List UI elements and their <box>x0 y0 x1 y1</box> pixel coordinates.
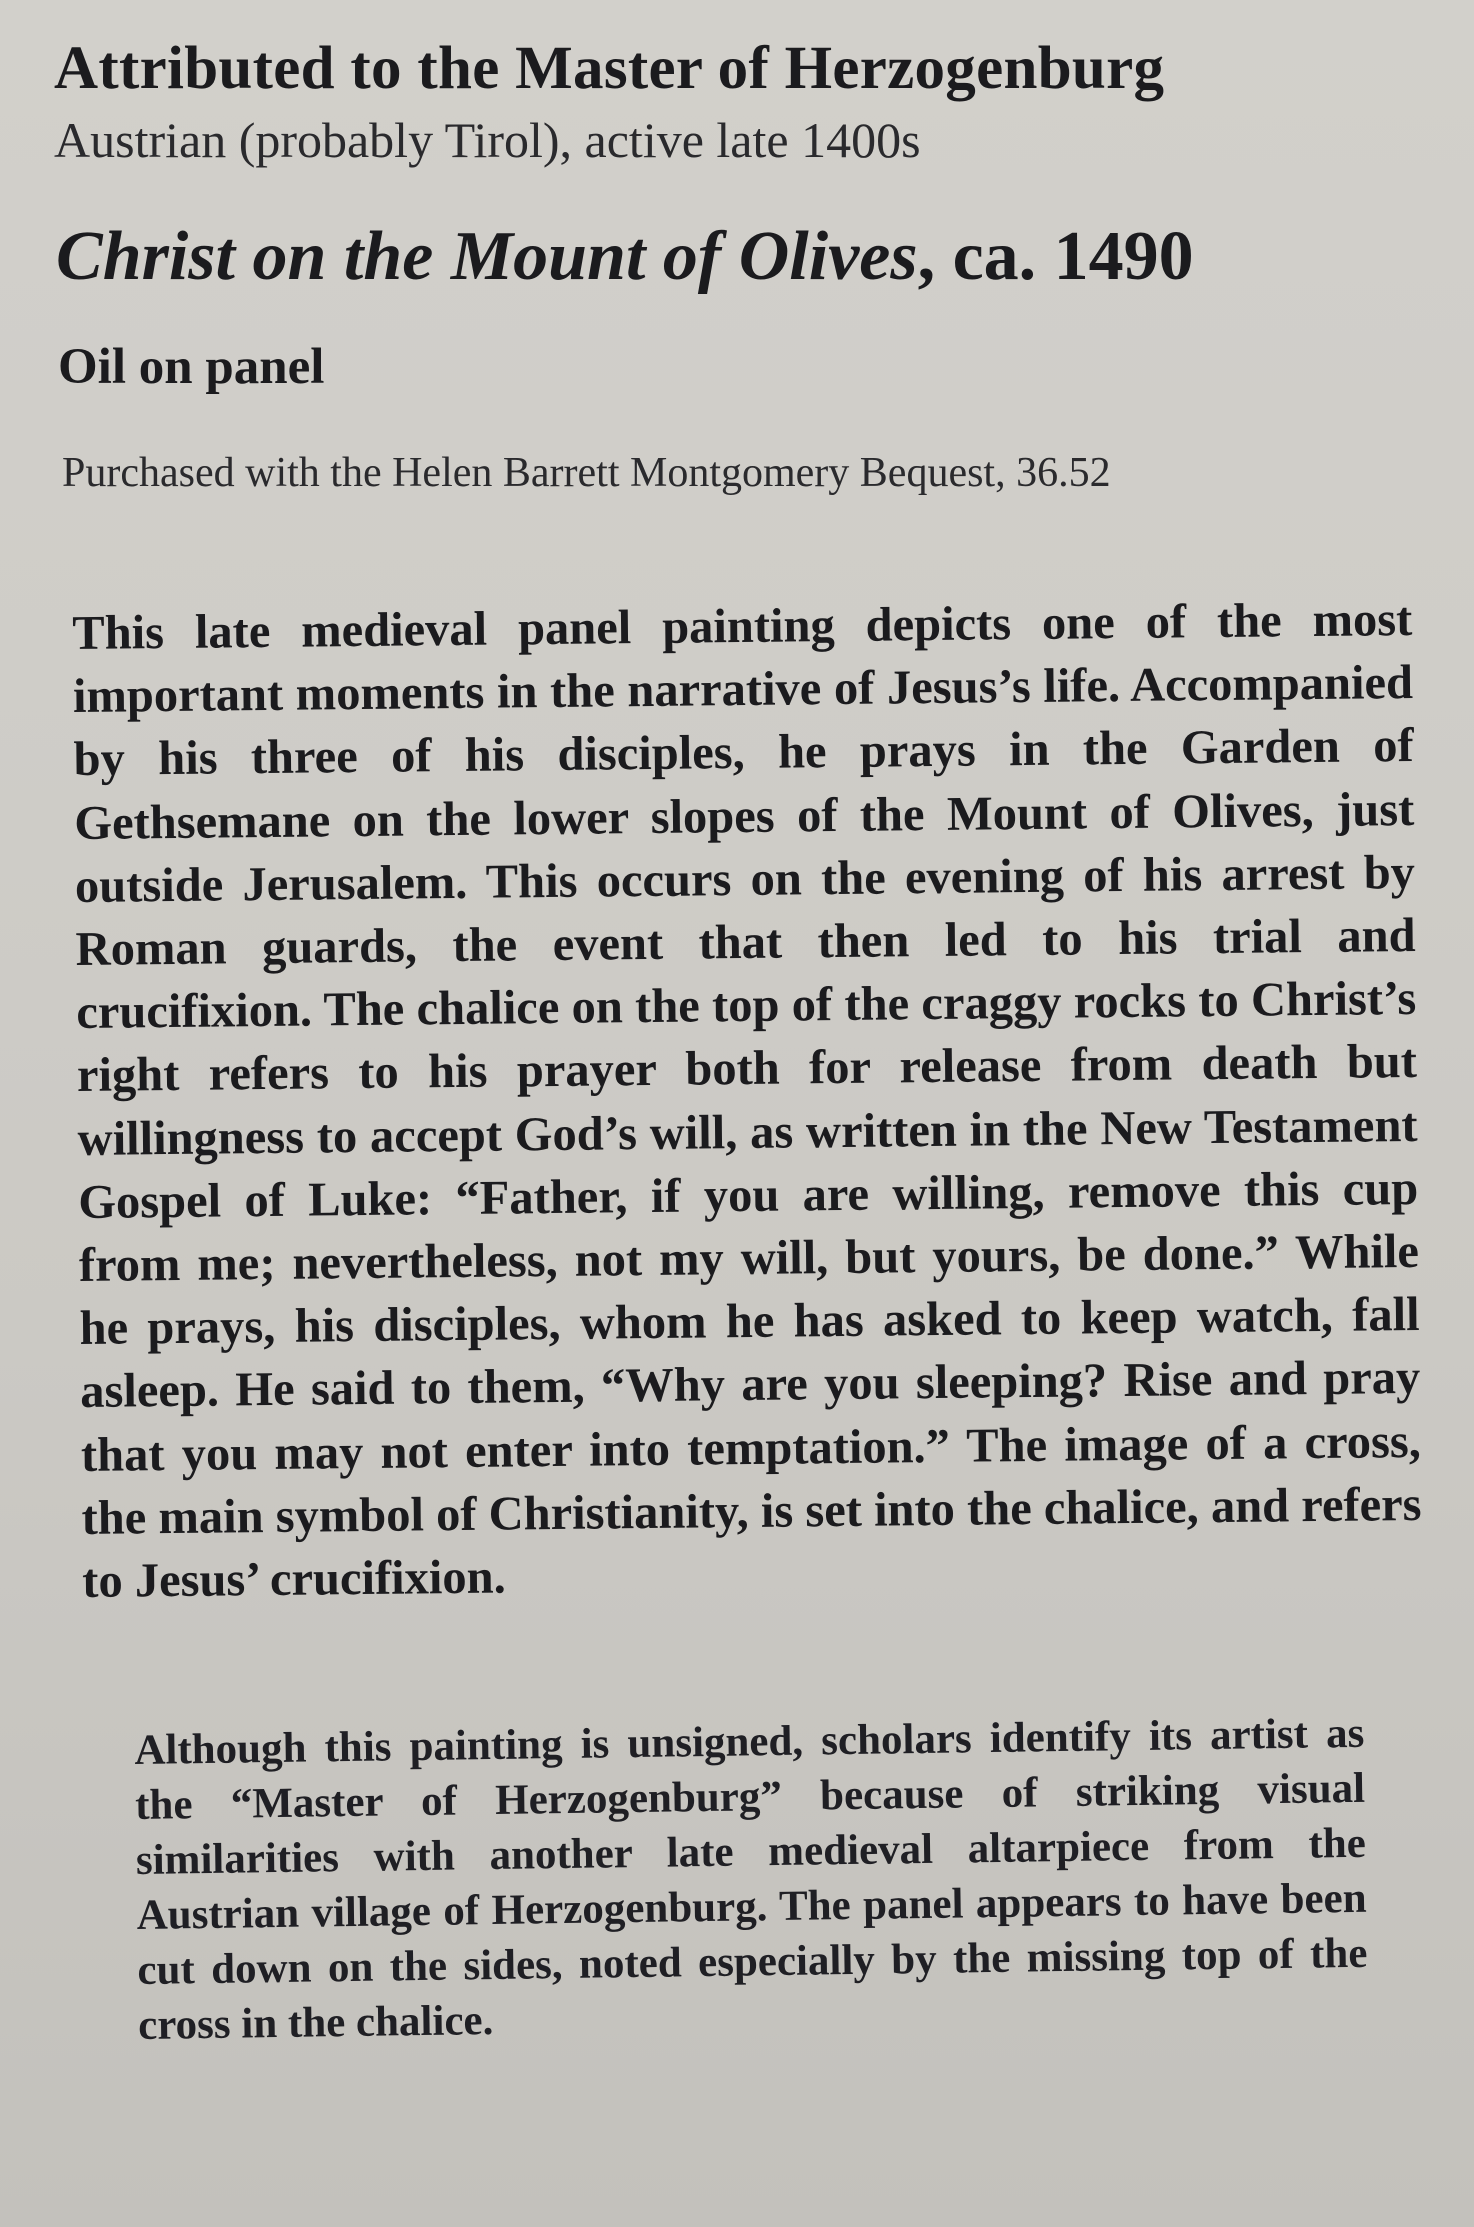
description-paragraph-1: This late medieval panel painting depicts one of the most important moments in the narrative of Jesus’s life. Accompanied by his three of his disciples, he prays in the Garden of Gethsemane on the lower slopes of the Mount of Olives, just outside Jerusalem. This occurs on the evening of his arrest by Roman guards, the event that then led to his trial and crucifixion. The chalice on the top of the craggy rocks to Christ’s right refers to his prayer both for release from death but willingness to accept God’s will, as written in the New Testament Gospel of Luke: “Father, if you are willing, remove this cup from me; nevertheless, not my will, but yours, be done.” While he prays, his disciples, whom he has asked to keep watch, fall asleep. He said to them, “Why are you sleeping? Rise and pray that you may not enter into temptation.” The image of a cross, the main symbol of Christianity, is set into the chalice, and refers to Jesus’ crucifixion. <box>72 592 1422 1608</box>
credit-line: Purchased with the Helen Barrett Montgomery Bequest, 36.52 <box>62 450 1111 496</box>
artwork-medium: Oil on panel <box>58 339 325 395</box>
artist-name: Attributed to the Master of Herzogenburg <box>54 35 1165 102</box>
artwork-title: Christ on the Mount of Olives <box>56 218 918 295</box>
artwork-date: , ca. 1490 <box>917 218 1194 295</box>
description-paragraph-2: Although this painting is unsigned, scholars identify its artist as the “Master of Herzogenburg” because of striking visual similarities with another late medieval altarpiece from the Austrian village of Herzogenburg. The panel appears to have been cut down on the sides, noted especially by the missing top of the cross in the chalice. <box>134 1710 1368 2050</box>
artist-nationality: Austrian (probably Tirol), active late 1400s <box>54 112 921 168</box>
artwork-title-line <box>56 214 1414 300</box>
